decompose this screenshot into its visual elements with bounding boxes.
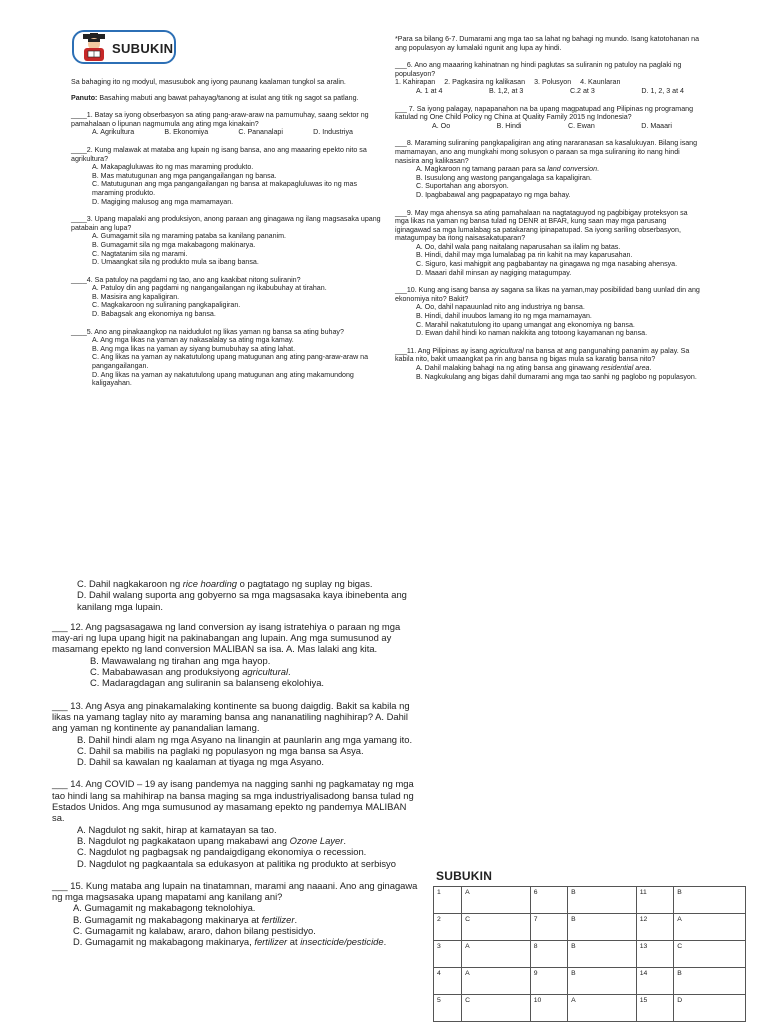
q7-option-c: C. Ewan (567, 121, 595, 130)
q12-option-b: B. Mawawalang ng tirahan ang mga hayop. (90, 654, 271, 666)
q8-option-a: A. Magkaroon ng tamang paraan para sa land conversion. (416, 165, 599, 174)
answer-key-cell: A (462, 968, 531, 995)
q12-option-c: C. Mababawasan ang produksiyong agricultural. (90, 666, 291, 678)
answer-key-cell: 5 (434, 995, 462, 1022)
q5-option-b: B. Ang mga likas na yaman ay siyang bumubuhay sa ating lahat. (92, 344, 296, 353)
q6-stem: ___6. Ano ang maaaring kahinatnan ng hindi paglutas sa suliranin ng patuloy na paglaki ng populasyon? (395, 61, 682, 78)
answer-key-cell: 12 (636, 914, 673, 941)
q6-option-a: A. 1 at 4 (416, 86, 443, 95)
answer-key-cell: A (462, 941, 531, 968)
q15-option-b: B. Gumagamit ng makabagong makinarya at fertilizer. (73, 913, 298, 925)
q10-stem: ___10. Kung ang isang bansa ay sagana sa likas na yaman,may posibilidad bang uunlad din ang ekonomiya nito? Bakit? (395, 286, 700, 303)
answer-key-cell: B (568, 914, 637, 941)
q15-option-a: A. Gumagamit ng makabagong teknolohiya. (73, 902, 256, 914)
q3-option-b: B. Gumagamit sila ng mga makabagong makinarya. (92, 240, 256, 249)
q11-option-d: D. Dahil walang suporta ang gobyerno sa mga magsasaka kaya ibinebenta ang kanilang mga lupain. (77, 589, 407, 612)
answer-key-table (433, 886, 746, 1022)
q14-option-c: C. Nagdulot ng pagbagsak ng pandaigdigang ekonomiya o recession. (77, 846, 367, 858)
q6-options (395, 87, 700, 96)
q11-option-a: A. Dahil malaking bahagi na ng ating bansa ang ginawang residential area. (416, 364, 652, 372)
answer-key-cell: C (674, 941, 746, 968)
q12-option-d: C. Madaragdagan ang suliranin sa balanseng ekolohiya. (90, 677, 325, 689)
q1-option-d: D. Industriya (313, 128, 353, 137)
q14-option-b: B. Nagdulot ng pagkakataon upang makabawi ang Ozone Layer. (77, 834, 346, 846)
q4-option-d: D. Babagsak ang ekonomiya ng bansa. (92, 310, 216, 319)
q3-option-c: C. Nagtatanim sila ng marami. (92, 249, 188, 258)
q9-option-a: A. Oo, dahil wala pang naitalang naparusahan sa ilalim ng batas. (416, 242, 621, 251)
q2-option-d: D. Magiging malusog ang mga mamamayan. (92, 197, 234, 206)
panuto-text: Basahing mabuti ang bawat pahayag/tanong at isulat ang titik ng sagot sa patlang. (97, 93, 359, 102)
q14-option-a: A. Nagdulot ng sakit, hirap at kamatayan sa tao. (77, 823, 277, 835)
q15-option-c: C. Gumagamit ng kalabaw, araro, dahon bilang pestisidyo. (73, 925, 316, 937)
q10-option-b: B. Hindi, dahil inuubos lamang ito ng mga mamamayan. (416, 312, 592, 321)
q5-option-a: A. Ang mga likas na yaman ay nakasalalay sa ating mga kamay. (92, 336, 294, 345)
answer-key-cell: 4 (434, 968, 462, 995)
q1-stem: ____1. Batay sa iyong obserbasyon sa ating pang-araw-araw na pamumuhay, saang sektor ng pamahalaan o lipunan nagmumula ang ating mga kinakain? (71, 111, 369, 128)
q6-option-d: D. 1, 2, 3 at 4 (641, 86, 684, 95)
q6-option-b: B. 1,2, at 3 (489, 86, 524, 95)
badge-title: SUBUKIN (112, 41, 174, 56)
q6-item-1: 1. Kahirapan (395, 78, 436, 87)
q10-option-c: C. Marahil nakatutulong ito upang umangat ang ekonomiya ng bansa. (416, 320, 635, 329)
answer-key-row (434, 995, 746, 1022)
answer-key-row (434, 887, 746, 914)
q2-option-a: A. Makapagluluwas ito ng mas maraming produkto. (92, 163, 254, 172)
subukin-badge (72, 30, 176, 64)
q8-option-d: D. Ipagbabawal ang pagpapatayo ng mga bahay. (416, 190, 571, 199)
answer-key-row (434, 968, 746, 995)
answer-key-row (434, 941, 746, 968)
answer-key-cell: 7 (530, 914, 567, 941)
q13-option-d: D. Dahil sa kawalan ng kaalaman at tiyaga ng mga Asyano. (77, 756, 325, 768)
q7-option-a: A. Oo (432, 121, 451, 130)
answer-key-cell: A (568, 995, 637, 1022)
answer-key-cell: 15 (636, 995, 673, 1022)
q10-option-d: D. Ewan dahil hindi ko naman nakikita ang totoong kayamanan ng bansa. (416, 329, 648, 338)
bottom-section (52, 578, 418, 948)
q8-option-b: B. Isusulong ang wastong pangangalaga sa kapaligiran. (416, 173, 592, 182)
q11-option-b: B. Nagkukulang ang bigas dahil dumarami ang mga tao sanhi ng paglobo ng populasyon. (416, 372, 697, 381)
q13-option-c: C. Dahil sa mabilis na paglaki ng populasyon ng mga bansa sa Asya. (77, 744, 364, 756)
answer-key-cell: A (674, 914, 746, 941)
q2-option-b: B. Mas matutugunan ang mga pangangailangan ng bansa. (92, 171, 277, 180)
q6-option-c: C.2 at 3 (569, 86, 595, 95)
q5-option-d: D. Ang likas na yaman ay nakatutulong upang matugunan ang ating makamundong kaligayahan. (92, 370, 354, 388)
answer-key-cell: 3 (434, 941, 462, 968)
panuto (71, 94, 389, 103)
q12-stem: ___ 12. Ang pagsasagawa ng land conversion ay isang istratehiya o paraan ng mga may-ari ng lupa upang higit na pakinabangan ang lupain. Ang mga sumusunod ay masamang epekto ng land conversion MALIBAN sa isa. A. Mas lalaki ang kita. (52, 620, 401, 655)
q2-option-c: C. Matutugunan ang mga pangangailangan ng bansa at makapagluluwas ito ng mas maraming produkto. (92, 180, 358, 197)
answer-key-cell: B (568, 887, 637, 914)
q11-option-c: C. Dahil nagkakaroon ng rice hoarding o pagtatago ng suplay ng bigas. (77, 578, 373, 589)
q8-stem: ___8. Maraming suliraning pangkapaligiran ang ating nararanasan sa kasalukuyan. Bilang isang mamamayan, ano ang mungkahi mong solusyon o paraan sa mga suliraning ito nang hindi nasisira ang kalikasan? (395, 139, 698, 165)
q14-stem: ___ 14. Ang COVID – 19 ay isang pandemya na nagging sanhi ng pagkamatay ng mga tao hindi lang sa mahihirap na bansa maging sa mga industriyalisadong bansa tulad ng Estados Unidos. Ang mga sumusunod ay masamang epekto ng pandemya MALIBAN sa. (52, 778, 414, 824)
q7-option-b: B. Hindi (496, 121, 522, 130)
student-mascot-icon (78, 33, 112, 63)
q15-option-d: D. Gumagamit ng makabagong makinarya, fertilizer at insecticide/pesticide. (73, 936, 387, 948)
q1-options (71, 128, 389, 137)
answer-key-cell: 1 (434, 887, 462, 914)
answer-key-cell: 8 (530, 941, 567, 968)
q7-options (395, 122, 700, 131)
q1-option-b: B. Ekonomiya (164, 128, 209, 137)
q11-stem: ___11. Ang Pilipinas ay isang agricultural na bansa at ang pangunahing pananim ay palay. Sa kabila nito, bakit umaangkat pa rin ang bansa ng bigas mula sa karatig bansa nito? (395, 346, 690, 364)
q3-option-a: A. Gumagamit sila ng maraming pataba sa kanilang pananim. (92, 232, 287, 241)
q6-item-3: 3. Polusyon (534, 78, 572, 87)
answer-key-cell: 2 (434, 914, 462, 941)
q1-option-c: C. Pananalapi (238, 128, 283, 137)
q10-option-a: A. Oo, dahil napauunlad nito ang industriya ng bansa. (416, 303, 585, 312)
q9-option-b: B. Hindi, dahil may mga lumalabag pa rin kahit na may kaparusahan. (416, 251, 633, 260)
q6-items (395, 78, 700, 87)
answer-key-cell: C (462, 995, 531, 1022)
left-column (71, 78, 389, 388)
q8-option-c: C. Suportahan ang aborsyon. (416, 182, 509, 191)
q4-stem: ____4. Sa patuloy na pagdami ng tao, ano ang kaakibat nitong suliranin? (71, 275, 301, 284)
q15-stem: ___ 15. Kung mataba ang lupain na tinatamnan, marami ang naaani. Ano ang ginagawa ng mga magsasaka upang mapatami ang kanilang ani? (52, 879, 418, 903)
answer-key-cell: 10 (530, 995, 567, 1022)
answer-key-cell: A (462, 887, 531, 914)
q4-option-c: C. Magkakaroon ng suliraning pangkapaligiran. (92, 301, 241, 310)
right-column (395, 35, 700, 381)
answer-key-cell: C (462, 914, 531, 941)
q3-option-d: D. Umaangkat sila ng produkto mula sa ibang bansa. (92, 258, 259, 267)
answer-key-cell: 6 (530, 887, 567, 914)
q5-option-c: C. Ang likas na yaman ay nakatutulong upang matugunan ang ating pang-araw-araw na pangangailangan. (92, 353, 369, 371)
answer-key-cell: D (674, 995, 746, 1022)
answer-key-cell: B (568, 968, 637, 995)
q4-option-b: B. Masisira ang kapaligiran. (92, 292, 180, 301)
answer-key-cell: 11 (636, 887, 673, 914)
q1-option-a: A. Agrikultura (92, 128, 135, 137)
answer-key-row (434, 914, 746, 941)
answer-key-cell: B (674, 887, 746, 914)
answer-key-cell: 13 (636, 941, 673, 968)
answer-key-title: SUBUKIN (436, 869, 493, 883)
intro-text: Sa bahaging ito ng modyul, masusubok ang iyong paunang kaalaman tungkol sa aralin. (71, 78, 346, 86)
answer-key-cell: 9 (530, 968, 567, 995)
answer-key-cell: B (674, 968, 746, 995)
q4-option-a: A. Patuloy din ang pagdami ng nangangailangan ng ikabubuhay at tirahan. (92, 284, 327, 293)
q3-stem: ____3. Upang mapalaki ang produksiyon, anong paraan ang ginagawa ng ilang magsasaka upang patabain ang lupa? (71, 215, 381, 232)
q13-stem: ___ 13. Ang Asya ang pinakamalaking kontinente sa buong daigdig. Bakit sa kabila ng likas na yamang taglay nito ay maraming bansa ang nananatiling naghihirap? A. Dahil ang yaman ng kontinente ay panandalian lamang. (52, 699, 410, 734)
q7-stem: ___ 7. Sa iyong palagay, napapanahon na ba upang magpatupad ang Pilipinas ng programang katulad ng One Child Policy ng China at Quality Family 2015 ng Indonesia? (395, 104, 694, 122)
q6-item-4: 4. Kaunlaran (580, 78, 621, 87)
q6-item-2: 2. Pagkasira ng kalikasan (444, 78, 526, 87)
q67-note: *Para sa bilang 6-7. Dumarami ang mga tao sa lahat ng bahagi ng mundo. Isang katotohanan na ang populasyon ay lumalaki ngunit ang lupa ay hindi. (395, 35, 700, 52)
q9-option-c: C. Siguro, kasi mahigpit ang pagbabantay na ginagawa ng mga nasabing ahensya. (416, 260, 678, 269)
q9-stem: ___9. May mga ahensya sa ating pamahalaan na nagtataguyod ng pagbibigay proteksyon sa mga likas na yaman ng bansa tulad ng DENR at BFAR, kung saan may mga parusang iginagawad sa mga lumalabag sa patakarang ipinapatupad. Sa iyong sariling obserbasyon, matagumpay ba itong naisasakatuparan? (395, 208, 688, 243)
q9-option-d: D. Maaari dahil minsan ay nagiging matagumpay. (416, 268, 572, 277)
answer-key-cell: 14 (636, 968, 673, 995)
answer-key-cell: B (568, 941, 637, 968)
q13-option-b: B. Dahil hindi alam ng mga Asyano na linangin at paunlarin ang mga yamang ito. (77, 733, 413, 745)
q2-stem: ____2. Kung malawak at mataba ang lupain ng isang bansa, ano ang maaaring epekto nito sa agrikultura? (71, 145, 367, 163)
q14-option-d: D. Nagdulot ng pagkaantala sa edukasyon at palitika ng produkto at serbisyo (77, 857, 396, 869)
q5-stem: ____5. Ano ang pinakaangkop na naidudulot ng likas yaman ng bansa sa ating buhay? (71, 327, 344, 336)
q7-option-d: D. Maaari (641, 121, 672, 130)
panuto-label: Panuto: (71, 93, 98, 102)
